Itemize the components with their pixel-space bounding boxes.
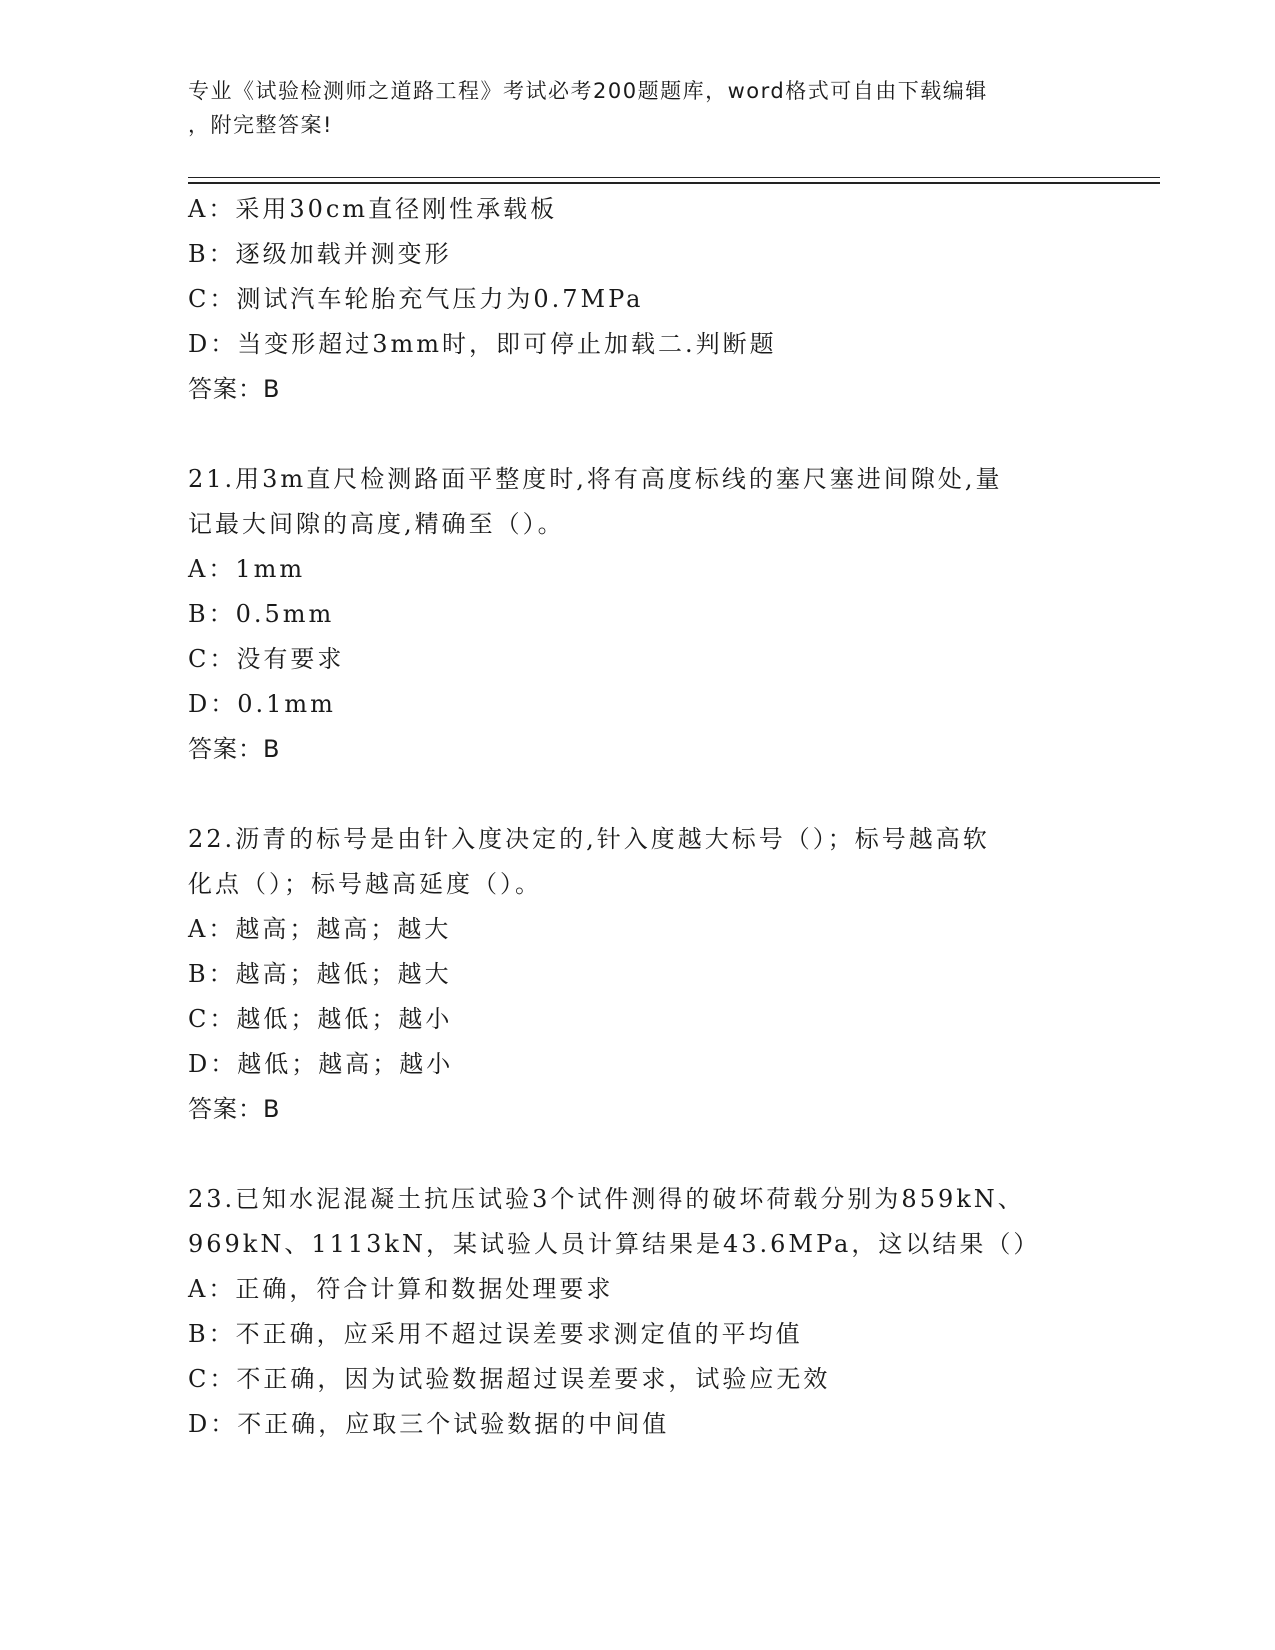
q22-option-b: B：越高；越低；越大 (188, 960, 452, 988)
q23-option-b: B：不正确，应采用不超过误差要求测定值的平均值 (188, 1320, 803, 1348)
q23-stem-line1: 23.已知水泥混凝土抗压试验3个试件测得的破坏荷载分别为859kN、 (188, 1185, 1025, 1213)
q20-option-d: D：当变形超过3mm时，即可停止加载二.判断题 (188, 330, 777, 358)
header-title-line1: 专业《试验检测师之道路工程》考试必考200题题库，word格式可自由下载编辑 (188, 79, 988, 103)
header-title-line2: ，附完整答案! (188, 113, 333, 137)
q23-option-a: A：正确，符合计算和数据处理要求 (188, 1275, 614, 1303)
header-divider-top (188, 177, 1160, 178)
q22-answer: 答案：B (188, 1095, 281, 1123)
q23-option-d: D：不正确，应取三个试验数据的中间值 (188, 1410, 670, 1438)
q21-option-a: A：1mm (188, 555, 306, 583)
q21-answer: 答案：B (188, 735, 281, 763)
q23-option-c: C：不正确，因为试验数据超过误差要求，试验应无效 (188, 1365, 831, 1393)
q22-option-a: A：越高；越高；越大 (188, 915, 452, 943)
q20-option-b: B：逐级加载并测变形 (188, 240, 452, 268)
q23-stem-line2: 969kN、1113kN，某试验人员计算结果是43.6MPa，这以结果（） (188, 1230, 1041, 1258)
q22-option-c: C：越低；越低；越小 (188, 1005, 453, 1033)
q21-stem-line2: 记最大间隙的高度,精确至（）。 (188, 510, 565, 538)
header-divider-bottom (188, 182, 1160, 184)
document-header (188, 74, 1088, 142)
q21-option-c: C：没有要求 (188, 645, 345, 673)
q20-answer: 答案：B (188, 375, 281, 403)
q21-stem-line1: 21.用3m直尺检测路面平整度时,将有高度标线的塞尺塞进间隙处,量 (188, 465, 1003, 493)
q21-option-b: B：0.5mm (188, 600, 335, 628)
q22-option-d: D：越低；越高；越小 (188, 1050, 454, 1078)
q20-option-a: A：采用30cm直径刚性承载板 (188, 195, 558, 223)
q22-stem-line2: 化点（）；标号越高延度（）。 (188, 870, 542, 898)
q22-stem-line1: 22.沥青的标号是由针入度决定的,针入度越大标号（）；标号越高软 (188, 825, 990, 853)
q21-option-d: D：0.1mm (188, 690, 336, 718)
q20-option-c: C：测试汽车轮胎充气压力为0.7MPa (188, 285, 644, 313)
